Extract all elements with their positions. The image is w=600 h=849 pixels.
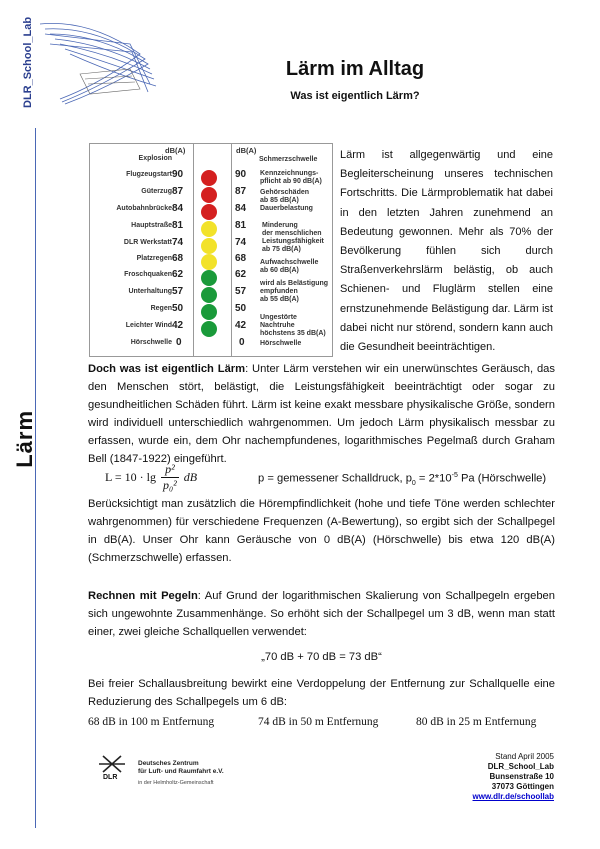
intro-paragraph: Lärm ist allgegenwärtig und eine Begleiterscheinung unseres technischen Fortschritts. Die Lärmproblematik hat dabei in den letzten Jahren zunehmend an Bedeutung gewonnen. Mehr als 70% der Bevölkerung fühlen sich durch Straßenverkehrslärm belästig, ob auch Schienen- und Fluglärm stellen eine ernstzunehmende Belästigung dar. Lärm ist dabei nicht nur störend, sondern kann auch die Gesundheit beeinträchtigen. [340, 149, 553, 354]
desc-kennzeichnung: Kennzeichnungs- pflicht ab 90 dB(A) [260, 170, 322, 185]
row-label: Hauptstraße [131, 222, 172, 229]
desc-belaestigung: wird als Belästigung empfunden ab 55 dB(A) [260, 280, 329, 303]
right-value: 57 [235, 286, 247, 297]
distance-example: 74 dB in 50 m Entfernung [258, 716, 379, 728]
page-title: Lärm im Alltag [285, 58, 425, 80]
right-value: 42 [235, 320, 247, 331]
level-dot [201, 204, 217, 220]
desc-hoerschwelle: Hörschwelle [260, 340, 302, 347]
right-value: 68 [235, 253, 247, 264]
lab-name: DLR_School_Lab [487, 762, 554, 771]
row-label: Unterhaltung [128, 288, 172, 295]
formula-note-text: p = gemessener Schalldruck, p [258, 472, 412, 485]
formula-fraction [161, 462, 179, 493]
section-heading: Rechnen mit Pegeln [88, 590, 198, 602]
noise-level-table [89, 143, 333, 357]
row-label: Hörschwelle [130, 339, 172, 346]
row-label: Froschquaken [124, 271, 172, 278]
row-value: 57 [172, 286, 184, 297]
row-value: 50 [172, 303, 184, 314]
row-value: 42 [172, 320, 184, 331]
level-dot [201, 238, 217, 254]
row-label: Leichter Wind [125, 322, 172, 329]
row-label: Autobahnbrücke [116, 205, 172, 212]
row-value: 90 [172, 169, 184, 180]
row-label: Güterzug [141, 188, 172, 195]
right-value: 0 [239, 337, 245, 348]
formula-note-text: Pa (Hörschwelle) [457, 472, 547, 485]
level-dot [201, 170, 217, 186]
distance-example: 68 dB in 100 m Entfernung [88, 716, 215, 728]
dlr-org-sub: in der Helmholtz-Gemeinschaft [138, 780, 214, 786]
stand-date: Stand April 2005 [495, 752, 554, 761]
right-value: 50 [235, 303, 247, 314]
right-value: 84 [235, 203, 247, 214]
level-dot [201, 287, 217, 303]
row-value: 81 [172, 220, 184, 231]
level-dot [201, 270, 217, 286]
formula-note-sub: 0 [411, 479, 416, 487]
right-value: 87 [235, 186, 247, 197]
dlr-org-name [138, 760, 248, 776]
right-value: 74 [235, 237, 247, 248]
page-subtitle: Was ist eigentlich Lärm? [290, 90, 420, 102]
row-value: 68 [172, 253, 184, 264]
paragraph-text: : Auf Grund der logarithmischen Skalierung von Schallpegeln ergeben sich ungewohnte Zusammenhänge. So erhöht sich der Schallpegel um 3 dB, wenn man statt einer, zwei gleiche Schallquellen verwendet: [88, 590, 555, 638]
right-value: 90 [235, 169, 247, 180]
paragraph-definition [88, 360, 555, 468]
dlr-short: DLR [103, 774, 118, 781]
desc-schmerzschwelle: Schmerzschwelle [259, 156, 318, 163]
desc-nachtruhe: Ungestörte Nachtruhe höchstens 35 dB(A) [260, 314, 326, 337]
org-line: für Luft- und Raumfahrt e.V. [138, 768, 224, 775]
formula-lhs: L = 10 · lg [105, 470, 156, 484]
row-value: 74 [172, 237, 184, 248]
margin-line [35, 128, 36, 828]
street: Bunsenstraße 10 [489, 772, 554, 781]
website-link[interactable]: www.dlr.de/schoollab [472, 792, 554, 801]
distance-example: 80 dB in 25 m Entfernung [416, 716, 537, 728]
right-value: 81 [235, 220, 247, 231]
formula-unit: dB [183, 470, 198, 484]
desc-minderung: Minderung der menschlichen Leistungsfähigkeit ab 75 dB(A) [262, 222, 324, 253]
level-dot [201, 187, 217, 203]
right-value: 62 [235, 269, 247, 280]
paragraph-levels [88, 587, 555, 641]
level-dot [201, 321, 217, 337]
unit-header-left: dB(A) [165, 146, 186, 155]
formula-note [258, 472, 546, 487]
desc-aufwachschwelle: Aufwachschwelle ab 60 dB(A) [260, 259, 319, 274]
row-label: Regen [150, 305, 172, 312]
formula-denominator: p₀² [162, 478, 177, 492]
formula-note-exp: -5 [451, 472, 458, 479]
paragraph-distance: Bei freier Schallausbreitung bewirkt eine Verdoppelung der Entfernung zur Schallquelle eine Reduzierung des Schallpegels um 6 dB: [88, 678, 555, 708]
row-label: Flugzeugstart [126, 171, 172, 178]
row-label: Explosion [138, 155, 172, 162]
city: 37073 Göttingen [491, 782, 554, 791]
paragraph-a-weighting: Berücksichtigt man zusätzlich die Hörempfindlichkeit (hohe und tiefe Töne werden schlechter wahrgenommen) für verschiedene Frequenzen (A-Bewertung), so ergibt sich der Schallpegel in dB(A). Unser Ohr kann Geräusche von 0 dB(A) (Hörschwelle) bis etwa 120 dB(A) (Schmerzschwelle) erfassen. [88, 498, 555, 564]
address-block [430, 752, 554, 802]
desc-gehoerschaeden: Gehörschäden ab 85 dB(A) Dauerbelastung [260, 189, 313, 212]
row-label: DLR Werkstatt [123, 239, 172, 246]
level-dot [201, 254, 217, 270]
example-equation: „70 dB + 70 dB = 73 dB“ [261, 651, 382, 663]
side-label: Lärm [12, 410, 37, 468]
unit-header-right: dB(A) [236, 146, 257, 155]
row-value: 0 [176, 337, 182, 348]
row-value: 62 [172, 269, 184, 280]
logo-text: DLR_School_Lab [22, 16, 34, 108]
section-heading: Doch was ist eigentlich Lärm [88, 363, 246, 375]
level-dot [201, 221, 217, 237]
row-value: 84 [172, 203, 184, 214]
level-dot [201, 304, 217, 320]
paragraph-text: : Unter Lärm verstehen wir ein unerwünschtes Geräusch, das den Menschen stört, belästigt, die Leistungsfähigkeit beeinträchtigt oder sogar zu gesundheitlichen Schäden führt. Lärm ist keine exakt messbare physikalische Größe, sondern wird individuell unterschiedlich wahrgenommen. Um jedoch Lärm physikalisch messbar zu erfassen, wurde ein, dem Ohr nachempfundenes, logarithmisches Pegelmaß durch Graham Bell (1847-1922) eingeführt. [88, 363, 555, 465]
row-value: 87 [172, 186, 184, 197]
formula-note-text: = 2*10 [415, 472, 452, 485]
formula-numerator: p² [161, 462, 179, 478]
org-line: Deutsches Zentrum [138, 760, 199, 767]
formula [105, 462, 197, 493]
row-label: Platzregen [136, 255, 172, 262]
dlr-school-lab-logo [20, 14, 170, 114]
